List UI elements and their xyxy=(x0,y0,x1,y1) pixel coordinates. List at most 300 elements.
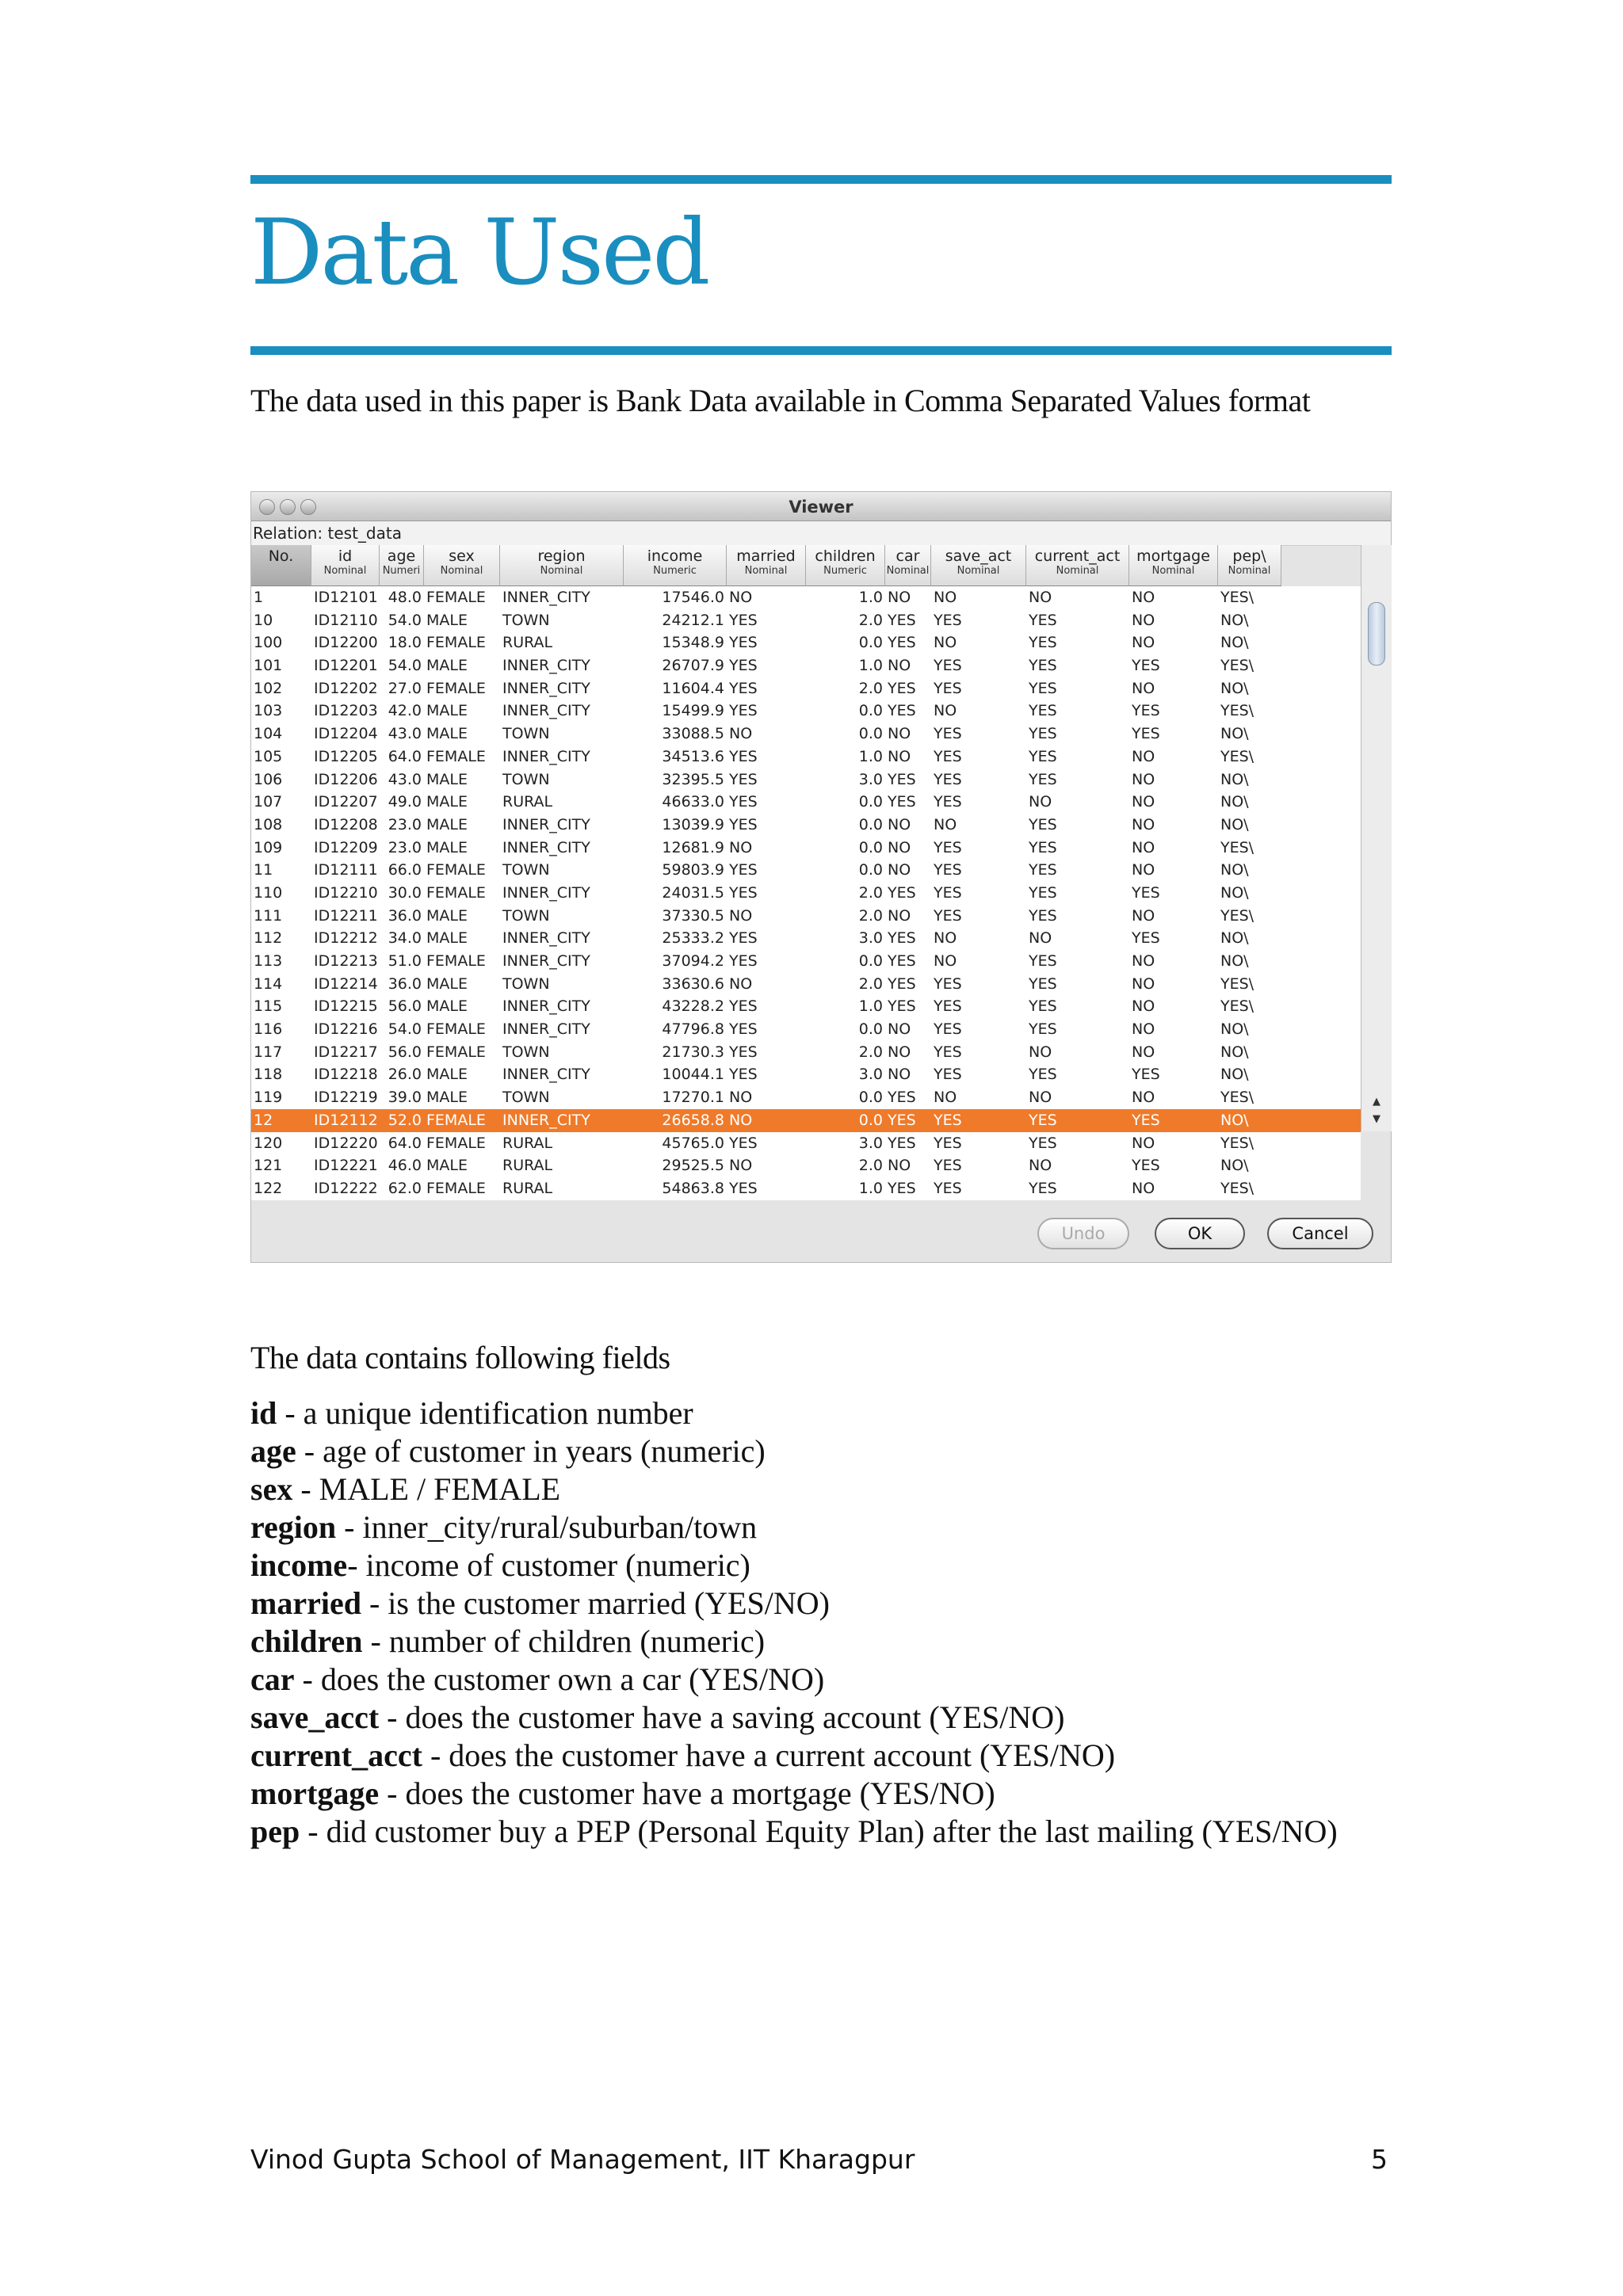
table-cell: YES xyxy=(1029,1134,1057,1152)
table-cell: NO\ xyxy=(1220,1111,1249,1129)
field-name: income xyxy=(250,1547,348,1583)
table-cell: NO xyxy=(1132,679,1155,697)
table-row[interactable] xyxy=(251,1063,1361,1086)
table-cell: FEMALE xyxy=(426,1179,486,1197)
table-cell: NO xyxy=(888,589,911,606)
table-cell: YES xyxy=(934,1043,962,1061)
table-cell: ID12211 xyxy=(314,906,378,925)
table-cell: 21730.3 xyxy=(662,1043,724,1061)
table-cell: 0.0 xyxy=(858,838,883,856)
table-cell: 18.0 xyxy=(388,634,422,652)
table-cell: YES xyxy=(1029,770,1057,788)
table-cell: NO\ xyxy=(1220,793,1249,811)
table-cell: 39.0 xyxy=(388,1089,422,1107)
table-cell: ID12208 xyxy=(314,815,378,833)
table-cell: NO xyxy=(1029,1089,1052,1107)
ok-button[interactable]: OK xyxy=(1155,1218,1245,1249)
table-row[interactable] xyxy=(251,746,1361,769)
table-cell: YES xyxy=(934,974,962,993)
table-cell: 120 xyxy=(254,1134,283,1152)
table-row[interactable] xyxy=(251,700,1361,723)
field-item xyxy=(250,1547,1338,1585)
table-cell: 10044.1 xyxy=(662,1066,724,1084)
viewer-window xyxy=(250,491,1392,1263)
table-cell: TOWN xyxy=(502,906,550,925)
table-cell: RURAL xyxy=(502,793,553,811)
table-cell: NO xyxy=(888,1043,911,1061)
vertical-scrollbar[interactable] xyxy=(1361,545,1392,1131)
table-cell: 1.0 xyxy=(858,657,883,675)
table-cell: NO xyxy=(888,1066,911,1084)
table-cell: NO xyxy=(729,589,753,606)
table-cell: YES xyxy=(1029,611,1057,629)
table-cell: YES xyxy=(934,861,962,879)
table-cell: YES xyxy=(888,770,916,788)
window-title: Viewer xyxy=(789,498,854,517)
table-cell: RURAL xyxy=(502,1157,553,1175)
table-cell: 2.0 xyxy=(858,974,883,993)
table-cell: NO\ xyxy=(1220,929,1249,948)
table-cell: 33088.5 xyxy=(662,725,724,743)
table-row[interactable] xyxy=(251,950,1361,973)
table-cell: INNER_CITY xyxy=(502,702,590,720)
table-cell: ID12221 xyxy=(314,1157,378,1175)
column-name: pep\ xyxy=(1232,547,1266,565)
column-header[interactable] xyxy=(424,545,500,586)
table-cell: YES xyxy=(729,793,758,811)
field-item xyxy=(250,1699,1338,1737)
table-cell: FEMALE xyxy=(426,1134,486,1152)
table-row[interactable] xyxy=(251,631,1361,654)
table-cell: 1.0 xyxy=(858,997,883,1016)
table-cell: YES xyxy=(729,634,758,652)
field-name: married xyxy=(250,1585,361,1621)
table-cell: ID12218 xyxy=(314,1066,378,1084)
table-cell: YES xyxy=(1029,861,1057,879)
table-cell: 43.0 xyxy=(388,725,422,743)
table-cell: FEMALE xyxy=(426,952,486,970)
column-header[interactable] xyxy=(500,545,624,586)
table-cell: YES\ xyxy=(1220,657,1254,675)
field-name: car xyxy=(250,1661,295,1697)
table-cell: YES xyxy=(729,1043,758,1061)
table-cell: YES xyxy=(1029,657,1057,675)
table-cell: 101 xyxy=(254,657,283,675)
table-body xyxy=(251,586,1361,1197)
table-cell: YES xyxy=(729,1020,758,1039)
table-cell: NO xyxy=(934,815,957,833)
table-cell: 54.0 xyxy=(388,611,422,629)
table-cell: YES xyxy=(1029,1020,1057,1039)
column-header[interactable] xyxy=(624,545,727,586)
table-row[interactable] xyxy=(251,1041,1361,1064)
table-row[interactable] xyxy=(251,1018,1361,1041)
scroll-up-arrow-icon[interactable]: ▲ xyxy=(1373,1096,1381,1108)
table-cell: INNER_CITY xyxy=(502,1066,590,1084)
table-row[interactable] xyxy=(251,609,1361,632)
scroll-down-arrow-icon[interactable]: ▼ xyxy=(1373,1113,1381,1125)
column-header[interactable] xyxy=(885,545,931,586)
field-description: - MALE / FEMALE xyxy=(292,1471,561,1507)
table-cell: YES xyxy=(888,997,916,1016)
table-cell: 0.0 xyxy=(858,1089,883,1107)
table-cell: 0.0 xyxy=(858,861,883,879)
column-header[interactable] xyxy=(311,545,380,586)
table-cell: 0.0 xyxy=(858,815,883,833)
table-cell: NO xyxy=(1132,793,1155,811)
table-cell: YES xyxy=(888,929,916,948)
table-cell: 36.0 xyxy=(388,974,422,993)
table-cell: 121 xyxy=(254,1157,283,1175)
table-cell: NO xyxy=(934,634,957,652)
table-cell: NO xyxy=(888,1020,911,1039)
table-cell: ID12216 xyxy=(314,1020,378,1039)
table-cell: INNER_CITY xyxy=(502,838,590,856)
table-cell: NO\ xyxy=(1220,815,1249,833)
table-cell: NO xyxy=(1132,906,1155,925)
column-name: mortgage xyxy=(1136,547,1210,565)
column-header[interactable] xyxy=(1026,545,1129,586)
table-cell: 0.0 xyxy=(858,793,883,811)
column-header[interactable] xyxy=(251,545,311,586)
table-cell: 25333.2 xyxy=(662,929,724,948)
table-cell: YES xyxy=(934,1111,962,1129)
table-cell: YES xyxy=(934,997,962,1016)
table-row[interactable] xyxy=(251,859,1361,882)
table-cell: 2.0 xyxy=(858,1043,883,1061)
table-cell: 1.0 xyxy=(858,589,883,606)
table-cell: YES xyxy=(934,906,962,925)
table-cell: YES xyxy=(934,1179,962,1197)
table-cell: 36.0 xyxy=(388,906,422,925)
table-cell: INNER_CITY xyxy=(502,997,590,1016)
table-cell: ID12203 xyxy=(314,702,378,720)
table-row[interactable] xyxy=(251,791,1361,814)
table-cell: MALE xyxy=(426,793,468,811)
table-cell: RURAL xyxy=(502,634,553,652)
table-cell: 54.0 xyxy=(388,1020,422,1039)
table-cell: 37330.5 xyxy=(662,906,724,925)
table-cell: YES xyxy=(934,838,962,856)
table-cell: YES xyxy=(729,702,758,720)
table-cell: 106 xyxy=(254,770,283,788)
table-cell: FEMALE xyxy=(426,747,486,765)
table-cell: 34.0 xyxy=(388,929,422,948)
table-cell: NO xyxy=(1132,1089,1155,1107)
table-cell: YES xyxy=(1029,997,1057,1016)
table-cell: NO xyxy=(1029,793,1052,811)
column-header[interactable] xyxy=(1218,545,1281,586)
table-row[interactable] xyxy=(251,586,1361,609)
column-name: No. xyxy=(268,547,294,565)
field-description: - number of children (numeric) xyxy=(362,1623,766,1659)
table-row[interactable] xyxy=(251,1132,1361,1155)
table-cell: FEMALE xyxy=(426,589,486,606)
table-row[interactable] xyxy=(251,1086,1361,1109)
table-cell: YES xyxy=(934,1020,962,1039)
table-cell: YES xyxy=(888,702,916,720)
field-item xyxy=(250,1623,1338,1661)
field-item xyxy=(250,1394,1338,1432)
table-cell: 2.0 xyxy=(858,611,883,629)
table-cell: YES xyxy=(1029,634,1057,652)
table-cell: YES xyxy=(888,952,916,970)
table-row[interactable] xyxy=(251,837,1361,860)
table-cell: 26658.8 xyxy=(662,1111,724,1129)
table-cell: MALE xyxy=(426,929,468,948)
table-cell: YES xyxy=(1029,679,1057,697)
table-row[interactable] xyxy=(251,814,1361,837)
table-cell: ID12213 xyxy=(314,952,378,970)
column-header[interactable] xyxy=(1129,545,1218,586)
table-cell: NO\ xyxy=(1220,679,1249,697)
table-row-selected[interactable] xyxy=(251,1109,1361,1132)
table-cell: FEMALE xyxy=(426,679,486,697)
table-cell: 56.0 xyxy=(388,997,422,1016)
table-cell: 3.0 xyxy=(858,1066,883,1084)
table-cell: NO xyxy=(934,929,957,948)
table-cell: YES xyxy=(934,793,962,811)
table-cell: YES xyxy=(1132,1111,1160,1129)
table-row[interactable] xyxy=(251,1154,1361,1177)
field-name: children xyxy=(250,1623,363,1659)
table-cell: NO xyxy=(934,702,957,720)
column-type: Nominal xyxy=(440,565,483,577)
table-cell: 2.0 xyxy=(858,883,883,902)
cancel-button[interactable]: Cancel xyxy=(1267,1218,1373,1249)
table-row[interactable] xyxy=(251,677,1361,700)
table-cell: NO xyxy=(1132,997,1155,1016)
table-cell: 115 xyxy=(254,997,283,1016)
undo-button[interactable]: Undo xyxy=(1037,1218,1129,1249)
field-description: - a unique identification number xyxy=(277,1395,693,1431)
table-cell: ID12219 xyxy=(314,1089,378,1107)
field-name: mortgage xyxy=(250,1775,380,1811)
table-cell: FEMALE xyxy=(426,634,486,652)
table-cell: NO\ xyxy=(1220,1043,1249,1061)
table-row[interactable] xyxy=(251,973,1361,996)
table-cell: 32395.5 xyxy=(662,770,724,788)
column-header[interactable] xyxy=(931,545,1026,586)
table-cell: 42.0 xyxy=(388,702,422,720)
table-cell: YES xyxy=(729,952,758,970)
table-cell: 2.0 xyxy=(858,906,883,925)
table-cell: TOWN xyxy=(502,861,550,879)
table-cell: NO xyxy=(888,838,911,856)
table-cell: 54863.8 xyxy=(662,1179,724,1197)
table-cell: YES xyxy=(1029,952,1057,970)
column-type: Nominal xyxy=(1056,565,1099,577)
table-cell: YES xyxy=(729,861,758,879)
table-cell: YES xyxy=(1132,657,1160,675)
table-cell: 0.0 xyxy=(858,634,883,652)
column-header[interactable] xyxy=(380,545,424,586)
column-header[interactable] xyxy=(806,545,885,586)
table-row[interactable] xyxy=(251,769,1361,791)
field-item xyxy=(250,1432,1338,1470)
table-cell: NO\ xyxy=(1220,1020,1249,1039)
table-cell: NO\ xyxy=(1220,1066,1249,1084)
table-cell: NO xyxy=(1132,1043,1155,1061)
column-header[interactable] xyxy=(727,545,806,586)
table-cell: TOWN xyxy=(502,1043,550,1061)
table-cell: 119 xyxy=(254,1089,283,1107)
table-row[interactable] xyxy=(251,723,1361,746)
column-type: Numeric xyxy=(653,565,697,577)
column-type: Nominal xyxy=(744,565,788,577)
table-row[interactable] xyxy=(251,654,1361,677)
table-cell: NO xyxy=(1132,1179,1155,1197)
table-cell: NO xyxy=(888,1157,911,1175)
column-type: Nominal xyxy=(1228,565,1271,577)
table-cell: 27.0 xyxy=(388,679,422,697)
table-cell: YES xyxy=(1029,702,1057,720)
table-cell: 54.0 xyxy=(388,657,422,675)
table-cell: MALE xyxy=(426,997,468,1016)
table-cell: 51.0 xyxy=(388,952,422,970)
table-cell: 100 xyxy=(254,634,283,652)
table-row[interactable] xyxy=(251,927,1361,950)
table-cell: ID12111 xyxy=(314,861,378,879)
table-cell: ID12205 xyxy=(314,747,378,765)
column-type: Nominal xyxy=(540,565,583,577)
table-cell: FEMALE xyxy=(426,883,486,902)
table-cell: ID12220 xyxy=(314,1134,378,1152)
table-cell: YES xyxy=(1029,725,1057,743)
table-cell: INNER_CITY xyxy=(502,952,590,970)
table-cell: NO\ xyxy=(1220,770,1249,788)
table-cell: MALE xyxy=(426,702,468,720)
table-cell: NO xyxy=(1132,838,1155,856)
table-cell: 10 xyxy=(254,611,273,629)
column-name: children xyxy=(815,547,876,565)
table-cell: MALE xyxy=(426,657,468,675)
table-cell: ID12212 xyxy=(314,929,378,948)
table-body-scroll[interactable] xyxy=(251,586,1361,1197)
table-cell: NO xyxy=(1132,634,1155,652)
table-cell: TOWN xyxy=(502,1089,550,1107)
table-cell: TOWN xyxy=(502,725,550,743)
table-cell: NO xyxy=(1132,952,1155,970)
table-cell: INNER_CITY xyxy=(502,929,590,948)
table-cell: 26707.9 xyxy=(662,657,724,675)
table-cell: NO xyxy=(1029,589,1052,606)
table-cell: NO\ xyxy=(1220,861,1249,879)
table-cell: MALE xyxy=(426,1089,468,1107)
column-name: car xyxy=(896,547,920,565)
table-cell: YES xyxy=(729,1134,758,1152)
table-cell: ID12206 xyxy=(314,770,378,788)
table-cell: 108 xyxy=(254,815,283,833)
table-cell: 103 xyxy=(254,702,283,720)
table-cell: YES xyxy=(934,1134,962,1152)
field-name: sex xyxy=(250,1471,293,1507)
table-cell: NO\ xyxy=(1220,883,1249,902)
table-cell: ID12207 xyxy=(314,793,378,811)
field-name: save_acct xyxy=(250,1699,380,1735)
table-cell: YES\ xyxy=(1220,906,1254,925)
table-cell: NO\ xyxy=(1220,725,1249,743)
table-cell: YES xyxy=(934,883,962,902)
table-cell: 48.0 xyxy=(388,589,422,606)
relation-label: Relation: test_data xyxy=(251,521,1391,546)
table-cell: YES xyxy=(1132,1066,1160,1084)
column-name: region xyxy=(537,547,586,565)
table-cell: 56.0 xyxy=(388,1043,422,1061)
table-cell: NO xyxy=(888,725,911,743)
table-cell: YES xyxy=(888,974,916,993)
table-row[interactable] xyxy=(251,882,1361,905)
table-row[interactable] xyxy=(251,905,1361,928)
table-cell: FEMALE xyxy=(426,1043,486,1061)
table-cell: NO xyxy=(1029,1043,1052,1061)
field-item xyxy=(250,1813,1338,1851)
table-cell: 23.0 xyxy=(388,838,422,856)
table-cell: YES\ xyxy=(1220,974,1254,993)
table-cell: YES xyxy=(1029,906,1057,925)
field-name: current_acct xyxy=(250,1737,422,1773)
field-item xyxy=(250,1775,1338,1813)
table-cell: NO xyxy=(1132,770,1155,788)
table-cell: 0.0 xyxy=(858,725,883,743)
field-description: - income of customer (numeric) xyxy=(347,1547,750,1583)
table-cell: 26.0 xyxy=(388,1066,422,1084)
field-item xyxy=(250,1737,1338,1775)
page-title: Data Used xyxy=(250,200,708,305)
table-cell: FEMALE xyxy=(426,1020,486,1039)
table-cell: 107 xyxy=(254,793,283,811)
field-name: age xyxy=(250,1433,296,1469)
viewer-titlebar[interactable] xyxy=(251,492,1391,521)
table-cell: NO xyxy=(888,906,911,925)
table-cell: 23.0 xyxy=(388,815,422,833)
field-description: - does the customer have a saving account (YES/NO) xyxy=(379,1699,1065,1735)
field-description: - does the customer have a current account (YES/NO) xyxy=(422,1737,1116,1773)
table-cell: TOWN xyxy=(502,611,550,629)
table-cell: NO xyxy=(1029,1157,1052,1175)
field-item xyxy=(250,1661,1338,1699)
table-cell: YES\ xyxy=(1220,1134,1254,1152)
column-type: Nominal xyxy=(323,565,367,577)
scroll-thumb[interactable] xyxy=(1368,602,1385,666)
table-cell: 122 xyxy=(254,1179,283,1197)
table-cell: YES xyxy=(934,1066,962,1084)
table-cell: NO xyxy=(729,1157,753,1175)
table-cell: 111 xyxy=(254,906,283,925)
page-number: 5 xyxy=(1371,2144,1388,2175)
table-cell: 112 xyxy=(254,929,283,948)
column-type: Nominal xyxy=(886,565,930,577)
table-cell: 45765.0 xyxy=(662,1134,724,1152)
table-cell: YES\ xyxy=(1220,747,1254,765)
table-cell: 12681.9 xyxy=(662,838,724,856)
table-cell: 1.0 xyxy=(858,1179,883,1197)
table-cell: NO\ xyxy=(1220,611,1249,629)
table-row[interactable] xyxy=(251,1177,1361,1200)
table-cell: ID12217 xyxy=(314,1043,378,1061)
table-cell: NO xyxy=(1132,1134,1155,1152)
table-cell: 34513.6 xyxy=(662,747,724,765)
table-cell: INNER_CITY xyxy=(502,657,590,675)
table-cell: 3.0 xyxy=(858,770,883,788)
table-cell: NO xyxy=(1132,861,1155,879)
table-cell: FEMALE xyxy=(426,1111,486,1129)
table-cell: YES xyxy=(1132,1157,1160,1175)
table-row[interactable] xyxy=(251,995,1361,1018)
table-cell: RURAL xyxy=(502,1134,553,1152)
table-cell: YES xyxy=(729,883,758,902)
table-cell: 59803.9 xyxy=(662,861,724,879)
